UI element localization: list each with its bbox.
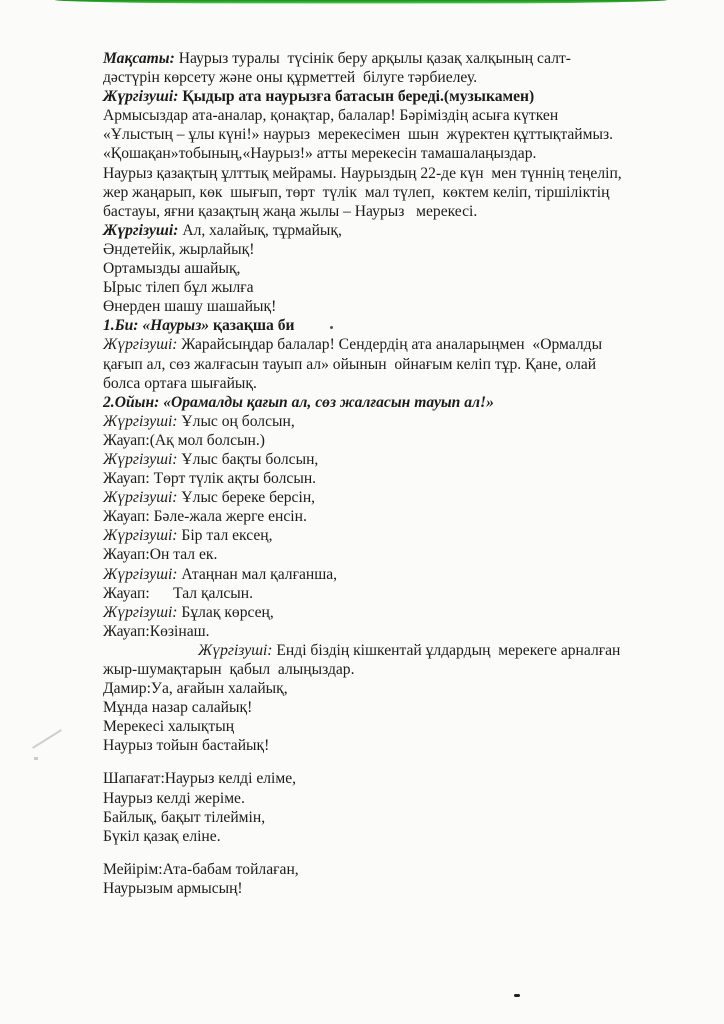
- dialogue-text: Көзінаш.: [149, 622, 210, 640]
- dialogue-text: Атаңнан мал қалғанша,: [177, 565, 338, 583]
- poems-intro-line: [103, 641, 683, 660]
- dialogue-line: [103, 469, 683, 488]
- dialogue-line: [103, 622, 683, 641]
- poem-meyirim-line: Наурызым армысың!: [103, 879, 243, 897]
- greeting-line: Армысыздар ата-аналар, қонақтар, балалар! Бәріміздің асыға күткен: [103, 107, 559, 125]
- speaker-label: Жауап:: [103, 431, 150, 449]
- poem-damir-line: Наурыз тойын бастайық!: [103, 737, 270, 755]
- dialogue-line: [103, 526, 683, 545]
- speaker-label: Жауап:: [103, 546, 150, 564]
- host-blessing-line: [103, 87, 683, 106]
- dialogue-line: [103, 507, 683, 526]
- speaker-label: Жүргізуші:: [103, 489, 178, 507]
- game-intro-text: Жарайсыңдар балалар! Сендердің ата аналарыңмен «Ормалды: [177, 336, 603, 354]
- host-label: Жүргізуші:: [103, 88, 179, 106]
- goal-line: [103, 49, 683, 68]
- top-green-border: [55, 0, 667, 4]
- host-label: Жүргізуші:: [103, 221, 179, 239]
- dance-label: 1.Би: «Наурыз»: [103, 317, 210, 335]
- greeting-line: Наурыз қазақтың ұлттық мейрамы. Наурыздың 22-де күн мен түннің теңеліп,: [103, 164, 622, 182]
- game-intro-line: қағып ал, сөз жалғасын тауып ал» ойынын ойнағым келіп тұр. Қане, олай: [103, 355, 597, 373]
- dialogue-text: Бұлақ көрсең,: [177, 603, 274, 621]
- greeting-line: «Ұлыстың – ұлы күні!» наурыз мерекесімен шын жүректен құттықтаймыз.: [103, 126, 614, 144]
- poems-intro-text: Енді біздің кішкентай ұлдардың мерекеге арналған: [272, 641, 621, 659]
- poem-meyirim-line: Мейірім:Ата-бабам тойлаған,: [103, 860, 299, 878]
- speaker-label: Жүргізуші:: [103, 565, 178, 583]
- greeting-line: жер жаңарып, көк шығып, төрт түлік мал түлеп, көктем келіп, тіршіліктің: [103, 183, 610, 201]
- dialogue-line: [103, 450, 683, 469]
- goal-line-2: дәстүрін көрсету және оны құрметтей білуге тәрбиелеу.: [103, 69, 478, 87]
- dialogue-text: (Ақ мол болсын.): [149, 431, 265, 449]
- poem-damir-line: Мерекесі халықтың: [103, 718, 235, 736]
- scan-speck: [514, 994, 520, 997]
- scan-smudge: [32, 729, 62, 749]
- poem-shapagat-line: Бүкіл қазақ еліне.: [103, 827, 221, 845]
- host-label: Жүргізуші:: [198, 641, 273, 659]
- game-intro-line: [103, 335, 683, 354]
- dialogue-text: Ұлыс оң болсын,: [177, 412, 295, 430]
- poems-intro-line-2: жыр-шумақтарын қабыл алыңыздар.: [103, 661, 355, 678]
- dialogue-text: Тал қалсын.: [149, 584, 254, 602]
- dialogue-text: Төрт түлік ақты болсын.: [149, 470, 317, 488]
- document-page: [103, 49, 683, 898]
- poem-shapagat-line: Шапағат:Наурыз келді еліме,: [103, 770, 297, 788]
- speaker-label: Жүргізуші:: [103, 412, 178, 430]
- game-heading: 2.Ойын: «Орамалды қағып ал, сөз жалғасын тауып ал!»: [103, 393, 494, 411]
- host-label: Жүргізуші:: [103, 336, 178, 354]
- poem-damir-line: Дамир:Уа, ағайын халайық,: [103, 680, 288, 698]
- speaker-label: Жауап:: [103, 470, 150, 488]
- game-intro-line: болса ортаға шығайық.: [103, 374, 257, 392]
- dance-text: қазақша би: [209, 317, 295, 335]
- poem-shapagat-line: Наурыз келді жеріме.: [103, 789, 245, 807]
- stanza-gap: [103, 846, 683, 860]
- speaker-label: Жүргізуші:: [103, 450, 178, 468]
- speaker-label: Жауап:: [103, 508, 150, 526]
- dialogue-text: Ұлыс бақты болсын,: [177, 450, 319, 468]
- dialogue-text: Ұлыс береке берсін,: [177, 489, 316, 507]
- greeting-line: «Қошақан»тобының,«Наурыз!» атты мерекесін тамашалаңыздар.: [103, 145, 537, 163]
- verse-text: Ал, халайық, тұрмайық,: [178, 221, 342, 239]
- goal-text: Наурыз туралы түсінік беру арқылы қазақ халқының салт-: [174, 50, 571, 67]
- dialogue-line: [103, 584, 683, 603]
- dialogue-line: [103, 488, 683, 507]
- scan-smudge: [34, 757, 38, 760]
- speaker-label: Жүргізуші:: [103, 527, 178, 545]
- dance-heading: [103, 316, 683, 335]
- host-verse-line: [103, 221, 683, 240]
- poem-damir-line: Мұнда назар салайық!: [103, 699, 253, 717]
- dialogue-line: [103, 545, 683, 564]
- host-blessing-text: Қыдыр ата наурызға батасын береді.(музыкамен): [178, 88, 535, 106]
- dialogue-line: [103, 412, 683, 431]
- dialogue-text: Бәле-жала жерге енсін.: [149, 508, 307, 526]
- dialogue-line: [103, 431, 683, 450]
- dialogue-line: [103, 565, 683, 584]
- speaker-label: Жауап:: [103, 584, 150, 602]
- speaker-label: Жүргізуші:: [103, 603, 178, 621]
- verse-line: Өнерден шашу шашайық!: [103, 298, 277, 316]
- verse-line: Ортамызды ашайық,: [103, 260, 241, 278]
- verse-line: Ырыс тілеп бұл жылға: [103, 279, 254, 297]
- speaker-label: Жауап:: [103, 622, 150, 640]
- stanza-gap: [103, 755, 683, 769]
- dialogue-line: [103, 603, 683, 622]
- poem-shapagat-line: Байлық, бақыт тілеймін,: [103, 808, 266, 826]
- verse-line: Әндетейік, жырлайық!: [103, 240, 255, 258]
- goal-label: Мақсаты:: [103, 50, 175, 67]
- dialogue-text: Бір тал ексең,: [177, 527, 273, 545]
- greeting-line: бастауы, яғни қазақтың жаңа жылы – Наурыз мерекесі.: [103, 202, 478, 220]
- dialogue-text: Он тал ек.: [149, 546, 218, 564]
